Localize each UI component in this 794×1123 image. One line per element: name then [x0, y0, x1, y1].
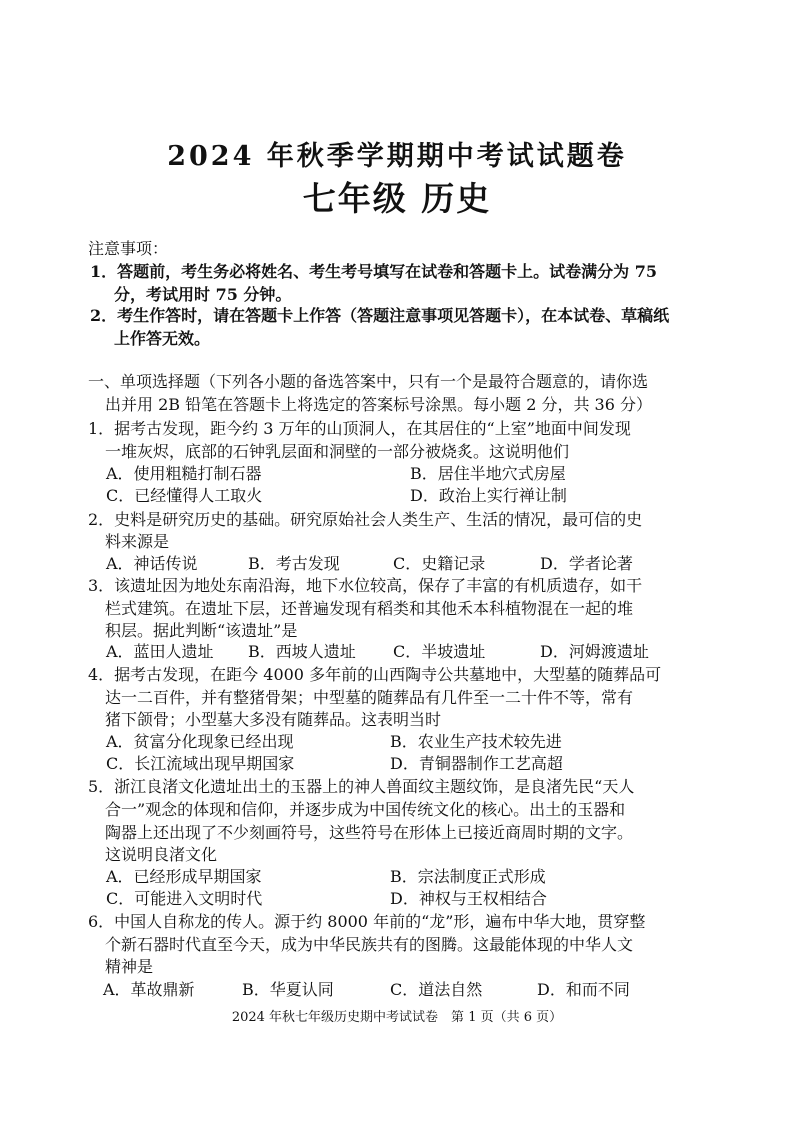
- question-5-option-d: D．神权与王权相结合: [390, 889, 547, 908]
- question-5-stem-line-3: 陶器上还出现了不少刻画符号，这些符号在形体上已接近商周时期的文字。: [105, 823, 634, 842]
- question-3-stem-line-3: 积层。据此判断“该遗址”是: [105, 621, 298, 640]
- question-2-option-d: D．学者论著: [540, 554, 633, 573]
- question-4-stem-line-2: 达一二百件，并有整猪骨架；中型墓的随葬品有几件至一二十件不等，常有: [105, 688, 634, 707]
- page-footer: 2024 年秋七年级历史期中考试试卷 第 1 页（共 6 页）: [231, 1010, 563, 1025]
- exam-subtitle: 七年级 历史: [302, 179, 492, 218]
- question-3-stem-line-2: 栏式建筑。在遗址下层，还普遍发现有稻类和其他禾本科植物混在一起的堆: [105, 599, 634, 618]
- question-6-option-b: B．华夏认同: [242, 980, 334, 999]
- notice-item-2-line-2: 上作答无效。: [114, 329, 211, 348]
- question-1-option-c: C．已经懂得人工取火: [106, 486, 263, 505]
- question-2-stem-line-1: 2．史料是研究历史的基础。研究原始社会人类生产、生活的情况，最可信的史: [88, 510, 643, 529]
- question-1-stem-line-2: 一堆灰烬，底部的石钟乳层面和洞壁的一部分被烧炙。这说明他们: [105, 442, 570, 461]
- question-5-stem-line-4: 这说明良渚文化: [105, 845, 218, 864]
- question-4-stem-line-1: 4．据考古发现，在距今 4000 多年前的山西陶寺公共墓地中，大型墓的随葬品可: [88, 665, 662, 684]
- question-1-option-a: A．使用粗糙打制石器: [106, 464, 262, 483]
- notice-item-2-line-1: 2．考生作答时，请在答题卡上作答（答题注意事项见答题卡），在本试卷、草稿纸: [90, 306, 670, 325]
- question-6-stem-line-3: 精神是: [105, 957, 154, 976]
- question-4-option-a: A．贫富分化现象已经出现: [106, 732, 294, 751]
- notice-item-1-line-1: 1．答题前，考生务必将姓名、考生考号填写在试卷和答题卡上。试卷满分为 75: [90, 262, 657, 281]
- notice-item-1-line-2: 分，考试用时 75 分钟。: [114, 285, 292, 304]
- question-4-option-d: D．青铜器制作工艺高超: [390, 754, 563, 773]
- question-2-option-a: A．神话传说: [106, 554, 198, 573]
- question-6-stem-line-2: 个新石器时代直至今天，成为中华民族共有的图腾。这最能体现的中华人文: [105, 935, 634, 954]
- question-5-stem-line-2: 合一”观念的体现和信仰，并逐步成为中国传统文化的核心。出土的玉器和: [105, 800, 626, 819]
- question-1-option-b: B．居住半地穴式房屋: [410, 464, 566, 483]
- question-5-option-c: C．可能进入文明时代: [106, 889, 263, 908]
- question-6-stem-line-1: 6．中国人自称龙的传人。源于约 8000 年前的“龙”形，遍布中华大地，贯穿整: [88, 912, 646, 931]
- section-1-instructions-line-1: 一、单项选择题（下列各小题的备选答案中，只有一个是最符合题意的，请你选: [88, 372, 649, 391]
- question-1-option-d: D．政治上实行禅让制: [410, 486, 567, 505]
- section-1-instructions-line-2: 出并用 2B 铅笔在答题卡上将选定的答案标号涂黑。每小题 2 分，共 36 分）: [105, 395, 652, 414]
- question-6-option-c: C．道法自然: [390, 980, 483, 999]
- question-4-stem-line-3: 猪下颌骨；小型墓大多没有随葬品。这表明当时: [105, 710, 442, 729]
- question-6-option-d: D．和而不同: [537, 980, 630, 999]
- question-5-stem-line-1: 5．浙江良渚文化遗址出土的玉器上的神人兽面纹主题纹饰，是良渚先民“天人: [88, 777, 635, 796]
- question-3-option-d: D．河姆渡遗址: [540, 642, 649, 661]
- question-3-option-c: C．半坡遗址: [393, 642, 486, 661]
- question-4-option-c: C．长江流域出现早期国家: [106, 754, 295, 773]
- question-5-option-a: A．已经形成早期国家: [106, 867, 262, 886]
- question-2-option-b: B．考古发现: [248, 554, 340, 573]
- question-2-option-c: C．史籍记录: [393, 554, 486, 573]
- question-2-stem-line-2: 料来源是: [105, 532, 170, 551]
- question-3-stem-line-1: 3．该遗址因为地处东南沿海，地下水位较高，保存了丰富的有机质遗存，如干: [88, 576, 643, 595]
- question-3-option-b: B．西坡人遗址: [248, 642, 356, 661]
- question-4-option-b: B．农业生产技术较先进: [390, 732, 562, 751]
- question-1-stem-line-1: 1．据考古发现，距今约 3 万年的山顶洞人，在其居住的“上室”地面中间发现: [88, 419, 631, 438]
- exam-title: 2024 年秋季学期期中考试试题卷: [167, 141, 627, 172]
- question-3-option-a: A．蓝田人遗址: [106, 642, 214, 661]
- question-6-option-a: A．革故鼎新: [103, 980, 195, 999]
- question-5-option-b: B．宗法制度正式形成: [390, 867, 546, 886]
- notice-heading: 注意事项：: [88, 239, 169, 258]
